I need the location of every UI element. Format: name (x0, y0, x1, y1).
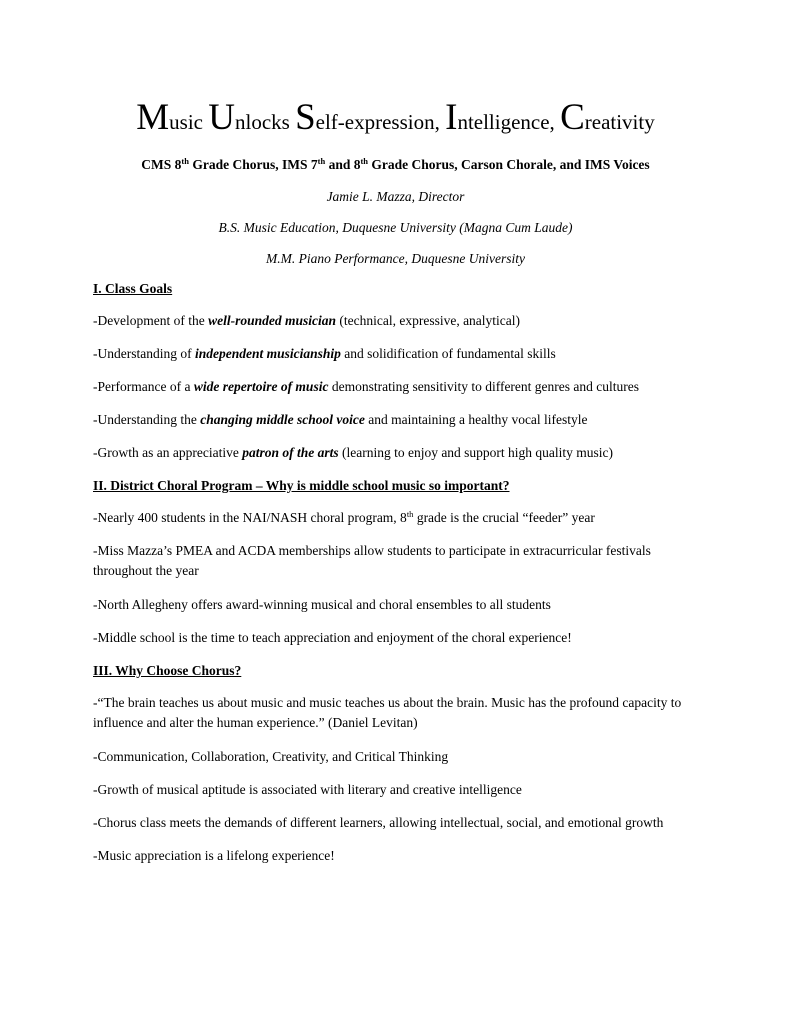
list-item: -Understanding the changing middle school voice and maintaining a healthy vocal lifestyle (93, 412, 588, 427)
list-item: -Performance of a wide repertoire of music demonstrating sensitivity to different genres and cultures (93, 379, 640, 394)
title-initial-i: I (445, 97, 458, 138)
document-title (0, 96, 791, 144)
list-item: -Nearly 400 students in the NAI/NASH choral program, 8th grade is the crucial “feeder” year (93, 509, 595, 525)
ensembles-subtitle: CMS 8th Grade Chorus, IMS 7th and 8th Grade Chorus, Carson Chorale, and IMS Voices (141, 156, 650, 172)
list-item: -“The brain teaches us about music and music teaches us about the brain. Music has the profound capacity to influence and alter the human experience.” (Daniel Levitan) (93, 695, 682, 730)
title-word-music: usic (169, 110, 209, 134)
degree-bs: B.S. Music Education, Duquesne University (Magna Cum Laude) (218, 220, 573, 235)
list-item: -Chorus class meets the demands of different learners, allowing intellectual, social, and emotional growth (93, 815, 664, 830)
title-word-intelligence: ntelligence, (457, 110, 561, 134)
title-initial-c: C (560, 97, 585, 138)
list-item: -North Allegheny offers award-winning musical and choral ensembles to all students (93, 597, 551, 612)
section-heading-class-goals: I. Class Goals (93, 281, 173, 296)
list-item: -Understanding of independent musicianship and solidification of fundamental skills (93, 346, 556, 361)
list-item: -Growth as an appreciative patron of the arts (learning to enjoy and support high quality music) (93, 445, 614, 460)
title-word-self-expression: elf-expression, (315, 110, 446, 134)
list-item: -Music appreciation is a lifelong experience! (93, 848, 335, 863)
list-item: -Middle school is the time to teach appreciation and enjoyment of the choral experience! (93, 630, 572, 645)
list-item: -Communication, Collaboration, Creativity, and Critical Thinking (93, 749, 449, 764)
section-heading-why-chorus: III. Why Choose Chorus? (93, 663, 242, 678)
title-word-creativity: reativity (584, 110, 655, 134)
title-initial-s: S (295, 97, 316, 138)
degree-mm: M.M. Piano Performance, Duquesne University (265, 251, 526, 266)
list-item: -Growth of musical aptitude is associated with literary and creative intelligence (93, 782, 522, 797)
title-initial-u: U (208, 97, 235, 138)
title-initial-m: M (136, 97, 170, 138)
director-name: Jamie L. Mazza, Director (326, 189, 465, 204)
list-item: -Development of the well-rounded musician (technical, expressive, analytical) (93, 313, 521, 328)
title-word-unlocks: nlocks (234, 110, 296, 134)
section-heading-district-program: II. District Choral Program – Why is middle school music so important? (93, 478, 510, 493)
list-item: -Miss Mazza’s PMEA and ACDA memberships allow students to participate in extracurricular festivals throughout the year (93, 543, 651, 578)
